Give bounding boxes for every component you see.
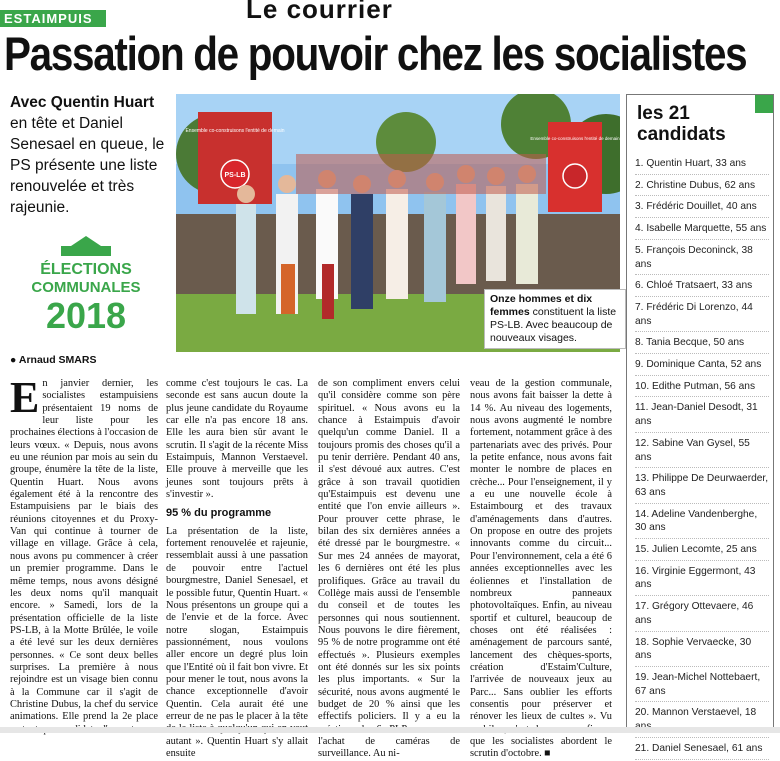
sidebar-title: les 21 candidats <box>637 103 726 145</box>
candidate-item: 8. Tania Becque, 50 ans <box>635 332 769 354</box>
candidate-item: 3. Frédéric Douillet, 40 ans <box>635 196 769 218</box>
newspaper-name: Le courrier <box>246 0 393 24</box>
article-text-2a: comme c'est toujours le cas. La seconde est sans aucun doute la plus jeune candidate du Royaume car elle n'a pas encore 18 ans. Elle les aura bien sûr avant le scrutin. Il s'agit de la récente Miss Estaimpuis, Mannon Verstaevel. Elle prouve à merveille que les jeunes sont toujours prêts à s'investir ». <box>166 378 308 501</box>
candidates-sidebar <box>626 94 774 754</box>
headline: Passation de pouvoir chez les socialistes <box>4 27 747 80</box>
candidate-item: 4. Isabelle Marquette, 55 ans <box>635 218 769 240</box>
candidate-item: 14. Adeline Vandenberghe, 30 ans <box>635 504 769 539</box>
candidate-item: 10. Edithe Putman, 56 ans <box>635 376 769 398</box>
candidate-item: 6. Chloé Tratsaert, 33 ans <box>635 275 769 297</box>
article-text-2b: La présentation de la liste, fortement renouvelée et rajeunie, ressemblait aussi à une passation de pouvoir entre l'actuel bourgmestre, Daniel Senesael, et le possible futur, Quentin Huart. « Nous présentons un groupe qui a de l'envie et de la force. Avec notre slogan, Estaimpuis passionnément, nous voulons aller encore un degré plus loin que l'Entité où il fait bon vivre. Et pour mener le tout, nous avons la chance exceptionnelle d'avoir Quentin. Cela aurait été une erreur de ne pas le placer à la tête autant ». Quentin Huart s'y allait ensuite <box>166 525 308 759</box>
dropcap: E <box>10 373 40 422</box>
banner-left <box>198 112 272 204</box>
article-text-3: de son compliment envers celui qu'il considère comme son père spirituel. « Nous avons eu la chance à Estaimpuis d'avoir quelqu'un comme Daniel. Il a toujours promis des choses qu'il a pu tenir derrière. Pendant 40 ans, il s'est dévoué aux autres. C'est grâce à son travail quotidien qu'Estaimpuis est devenu une entité que l'on envie ailleurs ». Pour prouver cette phrase, le bilan des six dernières années a été dressé par le bourgmestre. « Sur mes 24 années de mayorat, les 6 dernières ont été les plus prolifiques. Grâce au travail du Collège mais aussi de l'ensemble du conseil et de toutes les personnes qui nous soutiennent. Nous pouvons le dire fièrement, 95 % de notre programme ont été effectués ». Plusieurs exemples ont été donnés sur les six points les plus importants. « Sur la sécurité, nous avons augmenté le budget de 20 % ainsi que les effectifs policiers. Il y a eu la l'achat de caméras de surveillance. Au ni- <box>318 378 460 760</box>
section-tag: ESTAIMPUIS <box>0 10 106 27</box>
photo-caption <box>484 289 626 349</box>
caption-bold: Onze hommes et dix femmes <box>490 293 593 318</box>
article-text-1: n janvier dernier, les socialistes estampuisiens présentaient 19 noms de leur liste pour les prochaines élections à l'occasion de leurs vœux. « Depuis, nous avons eu une réunion par mois au sein du groupe, énumère la tête de la liste, Quentin Huart. Nous avons également été à la rencontre des Estampuisiens par le biais des réunions citoyennes et du Proxy-Van qui continue à tourner de village en village. Grâce à cela, nous avons pu commencer à créer un premier programme. Dans le même temps, nous avons désigné les deux noms qu'il manquait encore. » Samedi, lors de la présentation officielle de la liste PS-LB, à la Motte Brûlée, le voile a été levé sur les deux dernières personnes. « Ce sont deux belles surprises. La première à nous rejoindre est un visage bien connu à la Commune car il s'agit de Christine Dubus, la chef du service animations. Elle prend la 2e place <box>10 378 158 723</box>
candidate-item: 16. Virginie Eggermont, 43 ans <box>635 561 769 596</box>
candidate-item: 13. Philippe De Deurwaerder, 63 ans <box>635 468 769 503</box>
article-text-4: veau de la gestion communale, nous avons fait baisser la dette à 14 %. Au niveau des logements, nous avons augmenté le nombre fortement, notamment grâce à des partenariats avec des privés. Pour la petite enfance, nous avons fait monter le nombre de places en crèche... Pour l'enseignement, il y a eu une nouvelle école à Estaimbourg et des travaux d'aménagements dans d'autres. On propose en outre des projets innovants comme du circuit... Pour l'environnement, cela a été 6 années exceptionnelles avec les éoliennes et l'installation de nombreux panneaux photovoltaïques. Enfin, au niveau sportif et culturel, beaucoup de choses ont été réalisées : aménagement de parcours santé, lancement des chèques-sports, création d'Estaim'Culture, l'arrivée de nouveaux jeux au Parc... Sans oublier les efforts consentis pour préserver et rénover les lieux de cultes ». Vu que les socialistes abordent le scrutin d'octobre. ■ <box>470 378 612 760</box>
candidate-item: 15. Julien Lecomte, 25 ans <box>635 539 769 561</box>
logo-line2: COMMUNALES <box>31 279 141 296</box>
candidate-item: 9. Dominique Canta, 52 ans <box>635 354 769 376</box>
article-subheading: 95 % du programme <box>166 507 272 520</box>
candidate-item: 21. Daniel Senesael, 61 ans <box>635 738 769 760</box>
elections-2018-logo <box>26 232 146 342</box>
article-column-1 <box>10 373 158 736</box>
candidate-item: 17. Grégory Ottevaere, 46 ans <box>635 596 769 631</box>
article-column-2 <box>166 378 308 760</box>
candidate-item: 20. Mannon Verstaevel, 18 <box>635 702 769 737</box>
candidate-item: 1. Quentin Huart, 33 ans <box>635 153 769 175</box>
article-column-4 <box>470 378 612 761</box>
candidate-item: 7. Frédéric Di Lorenzo, 44 ans <box>635 297 769 332</box>
candidate-list <box>635 153 769 760</box>
banner-right-text: Ensemble co-construisons l'entité de demain <box>530 136 620 141</box>
candidate-item: 11. Jean-Daniel Desodt, 31 ans <box>635 397 769 432</box>
candidate-item: 5. François Deconinck, 38 ans <box>635 240 769 275</box>
lead-text: en tête et Daniel Senesael en queue, le PS présente une liste renouvelée et très rajeunie. <box>10 115 165 216</box>
logo-year: 2018 <box>45 295 127 336</box>
bottom-bar <box>0 727 780 733</box>
candidate-item: 2. Christine Dubus, 62 ans <box>635 175 769 197</box>
lead-paragraph <box>10 92 168 218</box>
candidate-item: 18. Sophie Vervaecke, 30 ans <box>635 632 769 667</box>
candidate-item: 19. Jean-Michel Nottebaert, 67 ans <box>635 667 769 702</box>
candidate-item: 12. Sabine Van Gysel, 55 ans <box>635 433 769 468</box>
lead-bold: Avec Quentin Huart <box>10 94 155 111</box>
caption-text: constituent la liste PS-LB. Avec beaucoup de nouveaux visages. <box>490 306 617 344</box>
sidebar-corner-accent <box>755 95 773 113</box>
banner-left-logo: PS-LB <box>224 172 246 179</box>
logo-line1: ÉLECTIONS <box>40 261 132 278</box>
byline: ● Arnaud SMARS <box>10 354 97 366</box>
banner-left-text: Ensemble co-construisons l'entité de demain <box>185 128 285 134</box>
article-column-3 <box>318 378 460 761</box>
